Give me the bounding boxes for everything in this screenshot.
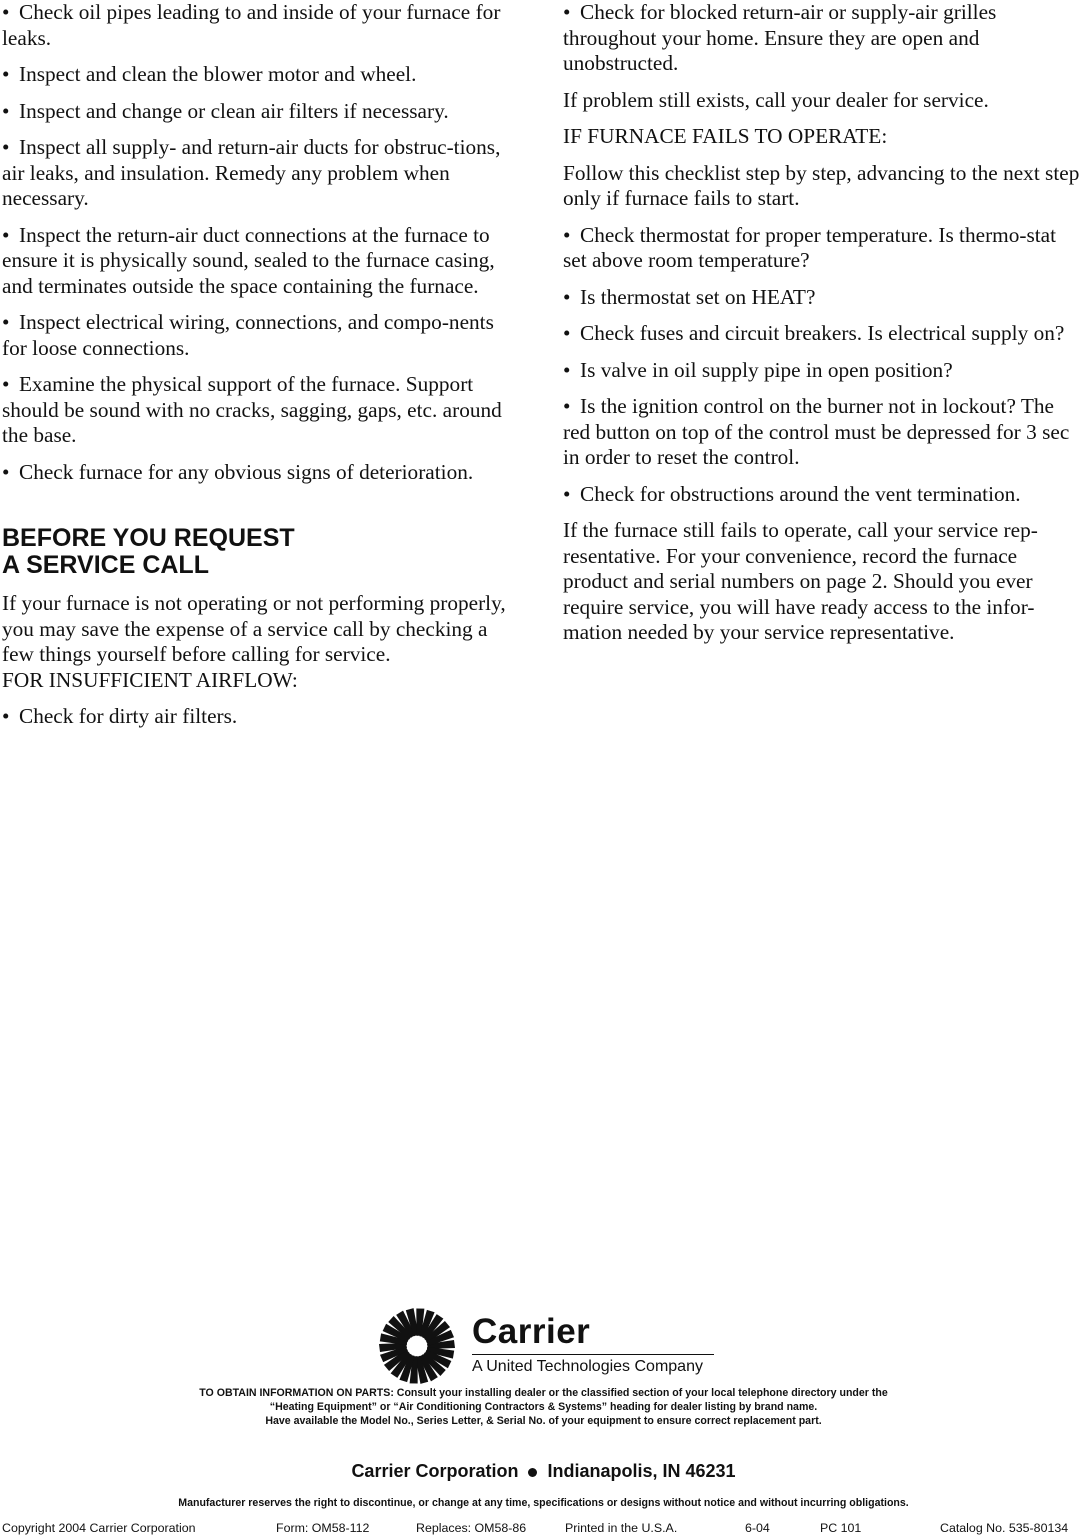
replaces-number: Replaces: OM58-86 xyxy=(416,1521,527,1535)
checklist-intro: Follow this checklist step by step, advancing to the next step only if furnace fails to start. xyxy=(563,160,1080,210)
publication-info xyxy=(0,1521,1087,1535)
heading-line-2: A SERVICE CALL xyxy=(2,551,209,579)
parts-notice-line-1: TO OBTAIN INFORMATION ON PARTS: Consult your installing dealer or the classified section of your local telephone directory under the xyxy=(199,1387,888,1399)
pc-code: PC 101 xyxy=(820,1521,862,1535)
catalog-number: Catalog No. 535-80134 xyxy=(940,1521,1069,1535)
list-item: • Check for blocked return-air or supply-air grilles throughout your home. Ensure they are open and unobstructed. xyxy=(563,0,997,75)
bullet-dot-icon xyxy=(528,1468,537,1477)
intro-paragraph: If your furnace is not operating or not performing properly, you may save the expense of a service call by checking a few things yourself before calling for service. xyxy=(2,591,506,666)
fails-label: IF FURNACE FAILS TO OPERATE: xyxy=(563,124,888,148)
list-item: • Inspect and change or clean air filters if necessary. xyxy=(2,98,449,123)
list-item: • Inspect electrical wiring, connections, and compo-nents for loose connections. xyxy=(2,310,494,360)
corporation-line xyxy=(0,1461,1087,1482)
list-item: • Check furnace for any obvious signs of deterioration. xyxy=(2,459,474,484)
list-item: • Is valve in oil supply pipe in open position? xyxy=(563,357,953,382)
list-item: • Inspect the return-air duct connections at the furnace to ensure it is physically sound, sealed to the furnace casing, and terminates outside the space containing the furnace. xyxy=(2,222,495,298)
parts-notice-line-3: Have available the Model No., Series Letter, & Serial No. of your equipment to ensure correct replacement part. xyxy=(265,1415,822,1427)
parts-notice-line-2: “Heating Equipment” or “Air Conditioning Contractors & Systems” heading for dealer listing by brand name. xyxy=(269,1401,818,1413)
logo-wordmark: Carrier xyxy=(472,1312,591,1351)
form-number: Form: OM58-112 xyxy=(276,1521,370,1535)
list-item: • Check oil pipes leading to and inside of your furnace for leaks. xyxy=(2,0,501,50)
section-heading xyxy=(2,525,520,579)
heading-line-1: BEFORE YOU REQUEST xyxy=(2,524,295,552)
parts-notice xyxy=(0,1386,1087,1428)
logo-divider xyxy=(472,1354,714,1355)
logo-tagline: A United Technologies Company xyxy=(472,1358,703,1375)
list-item: • Check thermostat for proper temperature. Is thermo-stat set above room temperature? xyxy=(563,222,1057,272)
copyright: Copyright 2004 Carrier Corporation xyxy=(2,1521,196,1535)
print-date: 6-04 xyxy=(745,1521,770,1535)
list-item: • Is the ignition control on the burner not in lockout? The red button on top of the control must be depressed for 3 sec in order to reset the control. xyxy=(563,394,1070,469)
list-item: • Check fuses and circuit breakers. Is electrical supply on? xyxy=(563,321,1065,345)
list-item: • Check for obstructions around the vent termination. xyxy=(563,481,1021,506)
disclaimer: Manufacturer reserves the right to discontinue, or change at any time, specifications or designs without notice and without incurring obligations. xyxy=(178,1497,909,1509)
carrier-turbine-icon xyxy=(376,1308,458,1384)
list-item: • Inspect and clean the blower motor and wheel. xyxy=(2,62,417,86)
list-item: • Examine the physical support of the furnace. Support should be sound with no cracks, sagging, gaps, etc. around the base. xyxy=(2,372,502,447)
left-column xyxy=(2,0,520,730)
paragraph-still-exists: If problem still exists, call your dealer for service. xyxy=(563,87,989,112)
list-item: • Inspect all supply- and return-air ducts for obstruc-tions, air leaks, and insulation. Remedy any problem when necessary. xyxy=(2,135,501,210)
closing-paragraph: If the furnace still fails to operate, call your service rep-resentative. For your convenience, record the furnace product and serial numbers on page 2. Should you ever require service, you will have ready access to the infor-mation needed by your service representative. xyxy=(563,518,1038,644)
printed-in: Printed in the U.S.A. xyxy=(565,1521,678,1535)
corp-city: Indianapolis, IN 46231 xyxy=(547,1461,736,1481)
corp-name: Carrier Corporation xyxy=(351,1461,519,1481)
carrier-logo xyxy=(376,1308,716,1384)
list-item: • Check for dirty air filters. xyxy=(2,704,238,728)
airflow-label: FOR INSUFFICIENT AIRFLOW: xyxy=(2,667,298,692)
list-item: • Is thermostat set on HEAT? xyxy=(563,284,816,309)
right-column xyxy=(563,0,1083,646)
